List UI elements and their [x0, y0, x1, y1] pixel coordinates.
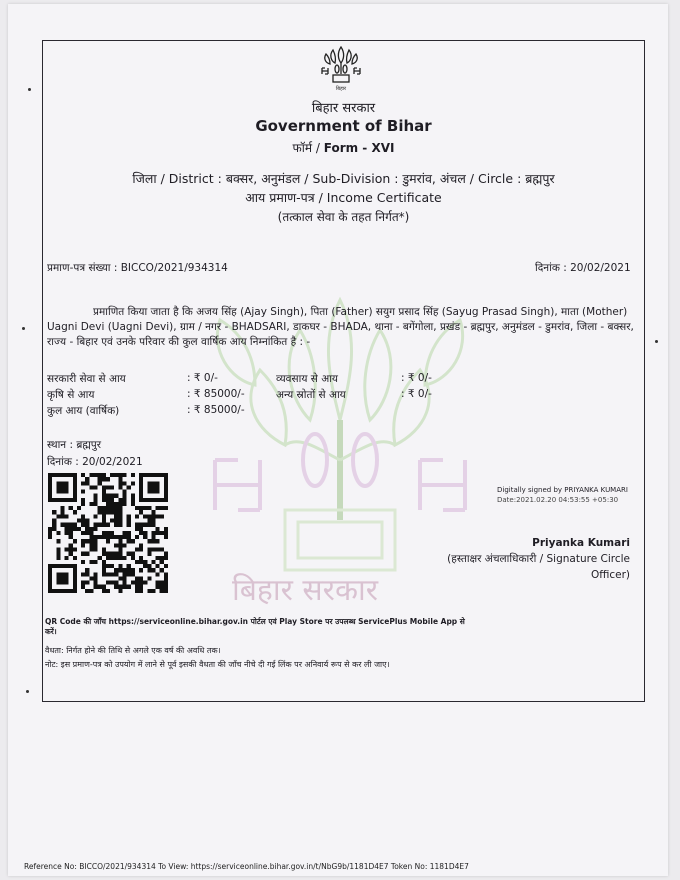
- total-income-value: : ₹ 85000/-: [187, 404, 245, 416]
- certificate-number: प्रमाण-पत्र संख्या : BICCO/2021/934314: [47, 262, 228, 274]
- signatory-designation-cont: Officer): [590, 569, 630, 581]
- scan-speck: [655, 340, 658, 343]
- footer-reference: Reference No: BICCO/2021/934314 To View: https://serviceonline.bihar.gov.in/t/NbG9b/1181D4E7 Token No: 1181D4E7: [24, 862, 469, 871]
- district-line: जिला / District : बक्सर, अनुमंडल / Sub-Division : डुमरांव, अंचल / Circle : ब्रह्मपुर: [132, 171, 555, 186]
- verification-qr-code: [48, 473, 168, 593]
- certificate-date: दिनांक : 20/02/2021: [535, 262, 631, 274]
- digital-signature-date: Date:2021.02.20 04:53:55 +05:30: [497, 496, 619, 504]
- form-number: फॉर्म / Form - XVI: [292, 141, 395, 155]
- signatory-designation: (हस्ताक्षर अंचलाधिकारी / Signature Circle: [447, 553, 630, 565]
- digital-signature-label: Digitally signed by PRIYANKA KUMARI: [497, 486, 628, 494]
- certificate-title: आय प्रमाण-पत्र / Income Certificate: [245, 190, 442, 205]
- govt-name-hindi: बिहार सरकार: [311, 101, 376, 116]
- qr-verification-note: QR Code की जाँच https://serviceonline.bihar.gov.in पोर्टल एवं Play Store पर उपलब्ध ServicePlus Mobile App से करें।: [45, 617, 465, 636]
- govt-name-english: Government of Bihar: [255, 117, 432, 135]
- verification-note: नोट: इस प्रमाण-पत्र को उपयोग में लाने से पूर्व इसकी वैधता की जाँच नीचे दी गई लिंक पर अनिवार्य रूप से कर ली जाए।: [45, 660, 390, 669]
- signature-block: [400, 535, 630, 583]
- signatory-name: Priyanka Kumari: [532, 537, 630, 549]
- govt-service-income-value: : ₹ 0/-: [187, 372, 218, 384]
- watermark-text: बिहार सरकार: [232, 573, 379, 608]
- certification-paragraph: प्रमाणित किया जाता है कि अजय सिंह (Ajay Singh), पिता (Father) सयुग प्रसाद सिंह (Sayug Prasad Singh), माता (Mother) Uagni Devi (Uagni Devi), ग्राम / नगर - BHADSARI, डाकघर - BHADA, थाना - बगेंगोला, प्रखंड - ब्रह्मपुर, अनुमंडल - डुमरांव, जिला - बक्सर, राज्य - बिहार एवं उनके परिवार की कुल वार्षिक आय निम्नांकित है : -: [47, 306, 634, 348]
- form-label-english: Form - XVI: [323, 141, 395, 155]
- other-income-label: अन्य स्रोतों से आय: [276, 389, 346, 401]
- scan-speck: [28, 88, 31, 91]
- bihar-govt-emblem: [318, 44, 364, 92]
- place: स्थान : ब्रह्मपुर: [47, 439, 102, 451]
- tatkal-note: (तत्काल सेवा के तहत निर्गत*): [277, 210, 410, 224]
- business-income-value: : ₹ 0/-: [401, 372, 432, 384]
- form-label-hindi: फॉर्म: [292, 141, 313, 155]
- total-income-label: कुल आय (वार्षिक): [47, 405, 120, 417]
- agriculture-income-value: : ₹ 85000/-: [187, 388, 245, 400]
- validity-note: वैधता: निर्गत होने की तिथि से अगले एक वर्ष की अवधि तक।: [45, 646, 221, 655]
- govt-service-income-label: सरकारी सेवा से आय: [47, 373, 126, 385]
- svg-text:बिहार: बिहार: [335, 86, 347, 92]
- scan-speck: [26, 690, 29, 693]
- issue-date: दिनांक : 20/02/2021: [47, 456, 143, 468]
- agriculture-income-label: कृषि से आय: [47, 389, 95, 401]
- business-income-label: व्यवसाय से आय: [276, 373, 339, 385]
- scan-speck: [22, 327, 25, 330]
- other-income-value: : ₹ 0/-: [401, 388, 432, 400]
